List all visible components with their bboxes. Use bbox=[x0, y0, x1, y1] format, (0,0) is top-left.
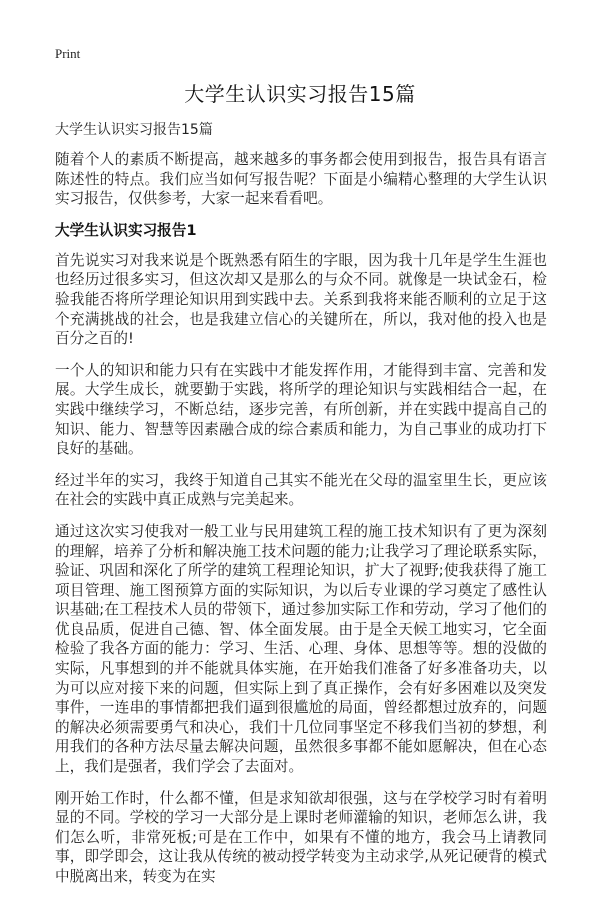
intro-paragraph: 随着个人的素质不断提高，越来越多的事务都会使用到报告，报告具有语言陈述性的特点。我们应当如何写报告呢？下面是小编精心整理的大学生认识实习报告，仅供参考，大家一起来看看吧。 bbox=[55, 151, 547, 208]
document-body bbox=[55, 150, 547, 899]
paragraph: 通过这次实习使我对一般工业与民用建筑工程的施工技术知识有了更为深刻的理解，培养了分析和解决施工技术问题的能力;让我学习了理论联系实际，验证、巩固和深化了所学的建筑工程理论知识，扩大了视野;使我获得了施工项目管理、施工图预算方面的实际知识，为以后专业课的学习奠定了感性认识基础;在工程技术人员的带领下，通过参加实际工作和劳动，学习了他们的优良品质，促进自己德、智、体全面发展。由于是全天候工地实习，它全面检验了我各方面的能力：学习、生活、心理、身体、思想等等。想的没做的实际，凡事想到的并不能就具体实施，在开始我们准备了好多准备功夫，以为可以应对接下来的问题，但实际上到了真正操作，会有好多困难以及突发事件，一连串的事情都把我们逼到很尴尬的局面，曾经都想过放弃的，问题的解决必须需要勇气和决心，我们十几位同事坚定不移我们当初的梦想，利用我们的各种方法尽量去解决问题，虽然很多事都不能如愿解决，但在心态上，我们是强者，我们学会了去面对。 bbox=[55, 522, 547, 776]
document-title: 大学生认识实习报告15篇 bbox=[184, 82, 416, 106]
section-heading: 大学生认识实习报告1 bbox=[55, 221, 197, 239]
paragraph: 刚开始工作时，什么都不懂，但是求知欲却很强，这与在学校学习时有着明显的不同。学校的学习一大部分是上课时老师灌输的知识，老师怎么讲，我们怎么听，非常死板;可是在工作中，如果有不懂的地方，我会马上请教同事，即学即会，这让我从传统的被动授学转变为主动求学,从死记硬背的模式中脱离出来，转变为在实 bbox=[55, 789, 547, 885]
print-label: Print bbox=[55, 46, 81, 61]
paragraph: 首先说实习对我来说是个既熟悉有陌生的字眼，因为我十几年是学生生涯也也经历过很多实习，但这次却又是那么的与众不同。就像是一块试金石，检验我能否将所学理论知识用到实践中去。关系到我将来能否顺利的立足于这个充满挑战的社会，也是我建立信心的关键所在，所以，我对他的投入也是百分之百的! bbox=[55, 251, 547, 348]
document-subtitle: 大学生认识实习报告15篇 bbox=[55, 122, 213, 138]
paragraph: 一个人的知识和能力只有在实践中才能发挥作用，才能得到丰富、完善和发展。大学生成长，就要勤于实践，将所学的理论知识与实践相结合一起，在实践中继续学习，不断总结，逐步完善，有所创新，并在实践中提高自己的知识、能力、智慧等因素融合成的综合素质和能力，为自己事业的成功打下良好的基础。 bbox=[55, 361, 547, 458]
section-1 bbox=[55, 221, 547, 887]
paragraph: 经过半年的实习，我终于知道自己其实不能光在父母的温室里生长，更应该在社会的实践中真正成熟与完美起来。 bbox=[55, 471, 547, 509]
